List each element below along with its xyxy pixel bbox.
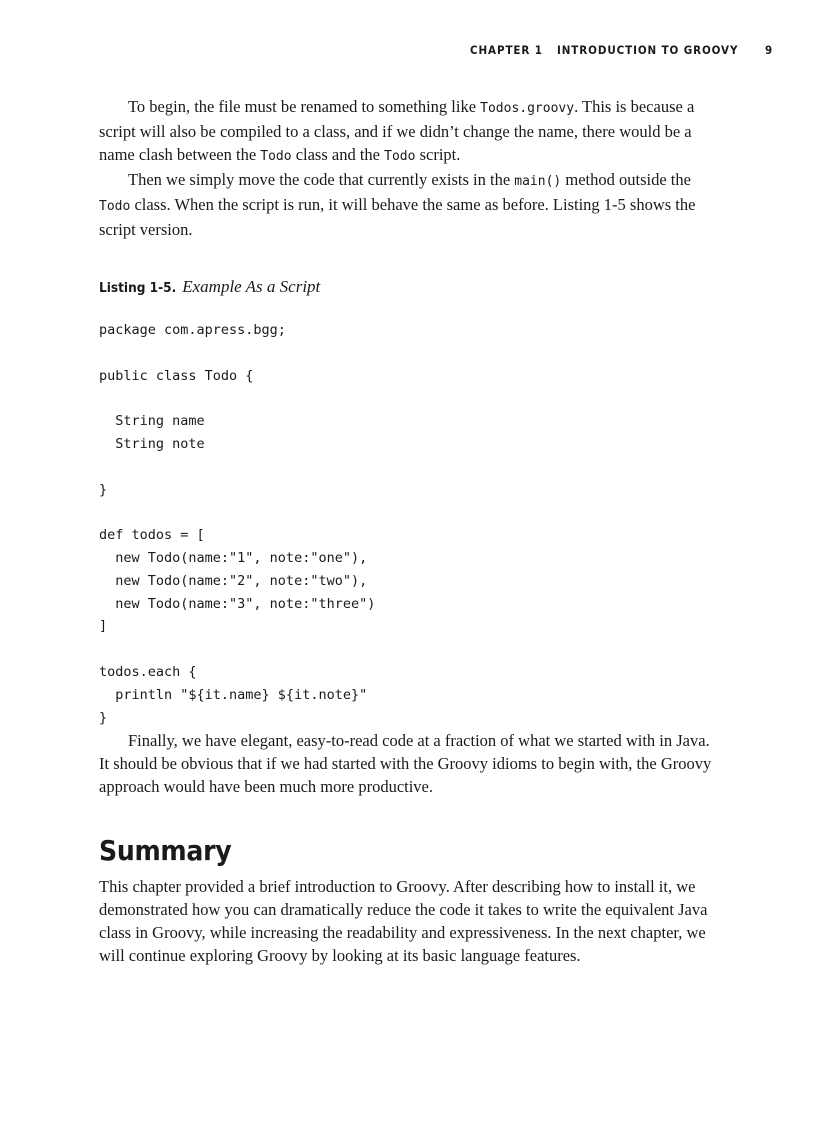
- text-span: Then we simply move the code that currently exists in the: [128, 170, 515, 189]
- code-listing: package com.apress.bgg; public class Todo { String name String note } def todos = [ new Todo(name:"1", note:"one"), new Todo(name:"2", note:"two"), new Todo(name:"3", note:"three") ] todos.each { println "${it.name} ${it.note}" }: [99, 322, 376, 726]
- text-span: script.: [415, 145, 461, 164]
- running-header: [0, 43, 816, 59]
- inline-code: Todo: [99, 199, 131, 214]
- text-span: method outside the: [561, 170, 691, 189]
- header-chapter: CHAPTER 1: [470, 43, 543, 57]
- paragraph-rename-file: [99, 95, 719, 168]
- inline-code: main(): [514, 174, 562, 189]
- paragraph-conclusion: Finally, we have elegant, easy-to-read code at a fraction of what we started with in Java. It should be obvious that if we had started with the Groovy idioms to begin with, the Groovy approach would have been much more productive.: [99, 731, 712, 797]
- inline-code: Todos.groovy: [480, 101, 575, 116]
- text-span: class. When the script is run, it will behave the same as before. Listing 1-5 shows the script version.: [99, 195, 696, 239]
- paragraph-move-code: [99, 168, 719, 241]
- section-heading-summary: Summary: [99, 834, 232, 868]
- text-span: . This is because a script will also be compiled to a class, and if we didn’t change the name, there would be a name clash between the: [99, 97, 695, 164]
- text-span: class and the: [291, 145, 385, 164]
- inline-code: Todo: [384, 149, 416, 164]
- page-number: 9: [765, 43, 773, 57]
- listing-title: Example As a Script: [182, 277, 321, 296]
- inline-code: Todo: [260, 149, 292, 164]
- page-body: [99, 95, 719, 967]
- listing-label: Listing 1-5.: [99, 280, 177, 296]
- listing-caption: [99, 276, 719, 299]
- text-span: To begin, the file must be renamed to something like: [128, 97, 481, 116]
- header-title: INTRODUCTION TO GROOVY: [557, 43, 739, 57]
- paragraph-summary: This chapter provided a brief introduction to Groovy. After describing how to install it, we demonstrated how you can dramatically reduce the code it takes to write the equivalent Java class in Groovy, while increasing the readability and expressiveness. In the next chapter, we will continue exploring Groovy by looking at its basic language features.: [99, 877, 708, 966]
